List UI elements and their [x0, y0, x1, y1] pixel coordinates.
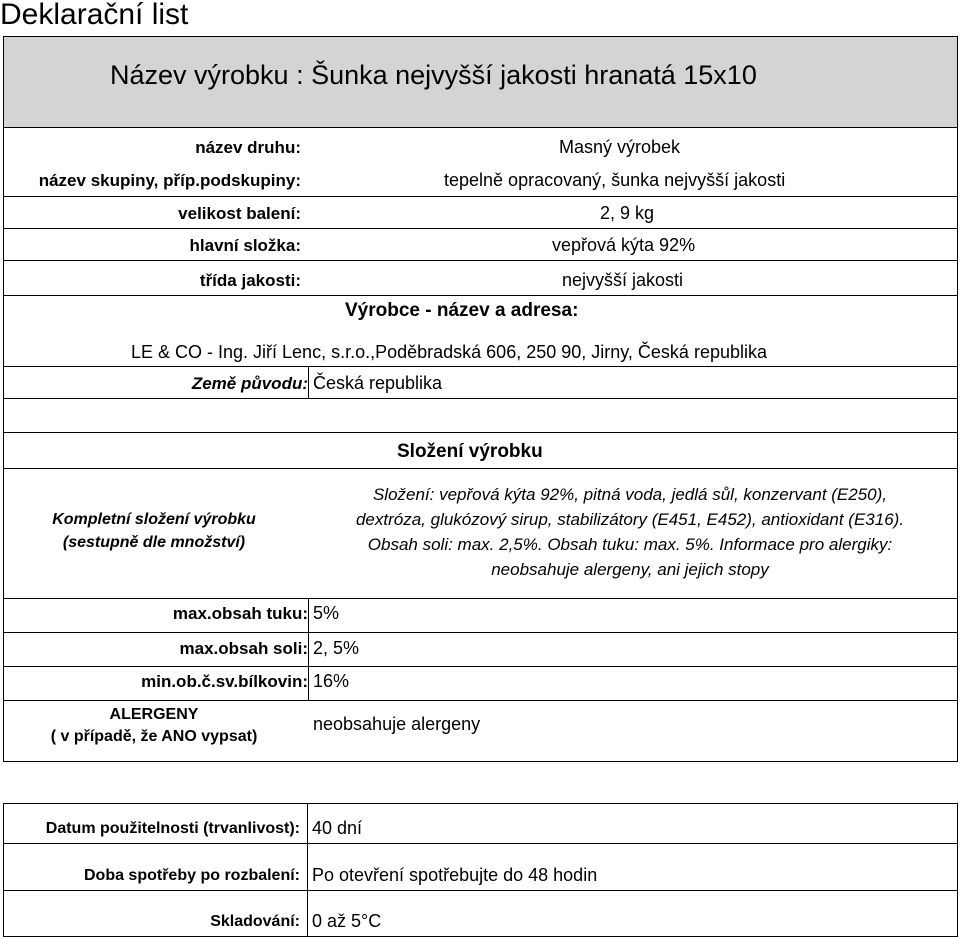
slozka-label: hlavní složka:: [189, 236, 301, 255]
divider: [3, 700, 958, 701]
datum-label: Datum použitelnosti (trvanlivost):: [45, 820, 300, 837]
tuk-label: max.obsah tuku:: [172, 604, 308, 623]
divider: [3, 890, 958, 891]
divider: [307, 843, 308, 890]
trida-value: nejvyšší jakosti: [562, 270, 684, 290]
composition-line-2: dextróza, glukózový sirup, stabilizátory (E451, E452), antioxidant (E316).: [355, 510, 905, 529]
trida-label: třída jakosti:: [199, 271, 301, 290]
composition-line-4: neobsahuje alergeny, ani jejich stopy: [491, 560, 769, 579]
divider: [3, 468, 958, 469]
bilkovin-label: min.ob.č.sv.bílkovin:: [141, 672, 308, 691]
divider: [3, 127, 958, 128]
allergens-label: ALERGENY: [109, 706, 199, 723]
baleni-label: velikost balení:: [178, 204, 301, 223]
divider: [3, 228, 958, 229]
allergens-sublabel: ( v případě, že ANO vypsat): [50, 728, 258, 745]
manufacturer-heading: Výrobce - název a adresa:: [345, 300, 579, 321]
divider: [3, 843, 958, 844]
divider: [308, 598, 309, 632]
divider: [3, 666, 958, 667]
skupina-label: název skupiny, příp.podskupiny:: [38, 171, 301, 190]
bilkovin-value: 16%: [313, 671, 350, 691]
allergens-value: neobsahuje alergeny: [313, 714, 481, 734]
slozka-value: vepřová kýta 92%: [552, 235, 696, 255]
sul-label: max.obsah soli:: [179, 639, 308, 658]
divider: [3, 398, 958, 399]
doba-value: Po otevření spotřebujte do 48 hodin: [312, 865, 598, 885]
skupina-value: tepelně opracovaný, šunka nejvyšší jakosti: [444, 170, 786, 190]
divider: [3, 366, 958, 367]
divider: [308, 632, 309, 666]
composition-line-1: Složení: vepřová kýta 92%, pitná voda, jedlá sůl, konzervant (E250),: [372, 485, 888, 504]
divider: [308, 366, 309, 398]
divider: [3, 196, 958, 197]
divider: [3, 598, 958, 599]
composition-label-line1: Kompletní složení výrobku: [52, 511, 256, 528]
baleni-value: 2, 9 kg: [600, 203, 655, 223]
composition-line-3: Obsah soli: max. 2,5%. Obsah tuku: max. 5%. Informace pro alergiky:: [367, 535, 893, 554]
composition-heading: Složení výrobku: [397, 441, 543, 462]
divider: [308, 666, 309, 700]
druh-value: Masný výrobek: [559, 137, 681, 157]
divider: [3, 295, 958, 296]
page-title: Deklarační list: [0, 0, 189, 31]
divider: [3, 432, 958, 433]
composition-label-line2: (sestupně dle množství): [62, 534, 246, 551]
manufacturer-address: LE & CO - Ing. Jiří Lenc, s.r.o.,Poděbradská 606, 250 90, Jirny, Česká republika: [131, 342, 767, 362]
datum-value: 40 dní: [312, 818, 363, 838]
divider: [3, 260, 958, 261]
divider: [307, 803, 308, 843]
tuk-value: 5%: [313, 603, 340, 623]
divider: [3, 632, 958, 633]
druh-label: název druhu:: [195, 138, 301, 157]
sul-value: 2, 5%: [313, 638, 360, 658]
sklad-label: Skladování:: [210, 913, 300, 930]
origin-value: Česká republika: [313, 373, 443, 393]
doba-label: Doba spotřeby po rozbalení:: [83, 867, 300, 884]
sklad-value: 0 až 5°C: [312, 911, 382, 931]
divider: [307, 890, 308, 936]
origin-label: Země původu:: [191, 374, 308, 393]
product-name-heading: Název výrobku : Šunka nejvyšší jakosti hranatá 15x10: [110, 60, 757, 90]
